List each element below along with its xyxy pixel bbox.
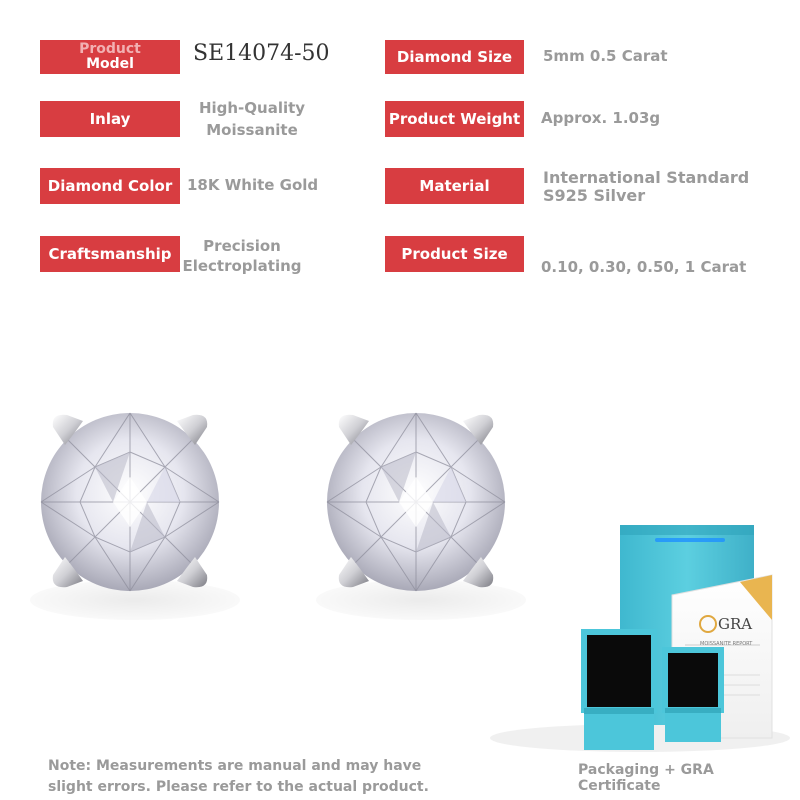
disclaimer-note	[48, 756, 448, 798]
certificate-brand: GRA	[718, 615, 753, 633]
inlay-value-line2: Moissanite	[206, 121, 298, 139]
packaging-caption: Packaging + GRA Certificate	[578, 762, 714, 794]
jewelry-box-small	[665, 650, 721, 742]
material-value-line1: International Standard	[543, 168, 750, 187]
inlay-value-line1: High-Quality	[198, 99, 306, 117]
product-weight-value: Approx. 1.03g	[541, 109, 661, 127]
craftsmanship-value-line1: Precision	[203, 237, 281, 255]
disclaimer-note-line1: Note: Measurements are manual and may have	[48, 758, 422, 774]
disclaimer-note-line2: slight errors. Please refer to the actual product.	[48, 779, 429, 795]
product-model-value: SE14074-50	[193, 41, 330, 66]
product-size-label: Product Size	[385, 236, 524, 272]
craftsmanship-value-line2: Electroplating	[182, 257, 302, 275]
certificate-subtitle: MOISSANITE REPORT	[700, 641, 753, 647]
material-value	[543, 169, 749, 205]
product-model-label	[40, 40, 180, 74]
product-model-label-line2: Model	[86, 56, 134, 72]
inlay-label: Inlay	[40, 101, 180, 137]
craftsmanship-value	[172, 237, 312, 276]
product-weight-label: Product Weight	[385, 101, 524, 137]
diamond-color-label: Diamond Color	[40, 168, 180, 204]
product-model-label-line1: Product	[79, 41, 141, 57]
material-value-line2: S925 Silver	[543, 186, 646, 205]
material-label: Material	[385, 168, 524, 204]
earring-left	[35, 405, 225, 595]
diamond-size-value: 5mm 0.5 Carat	[543, 47, 668, 65]
jewelry-box-large	[584, 632, 654, 750]
diamond-color-value: 18K White Gold	[187, 176, 319, 194]
diamond-size-label: Diamond Size	[385, 40, 524, 74]
craftsmanship-label: Craftsmanship	[40, 236, 180, 272]
inlay-value	[182, 99, 322, 140]
product-size-value: 0.10, 0.30, 0.50, 1 Carat	[541, 258, 747, 276]
